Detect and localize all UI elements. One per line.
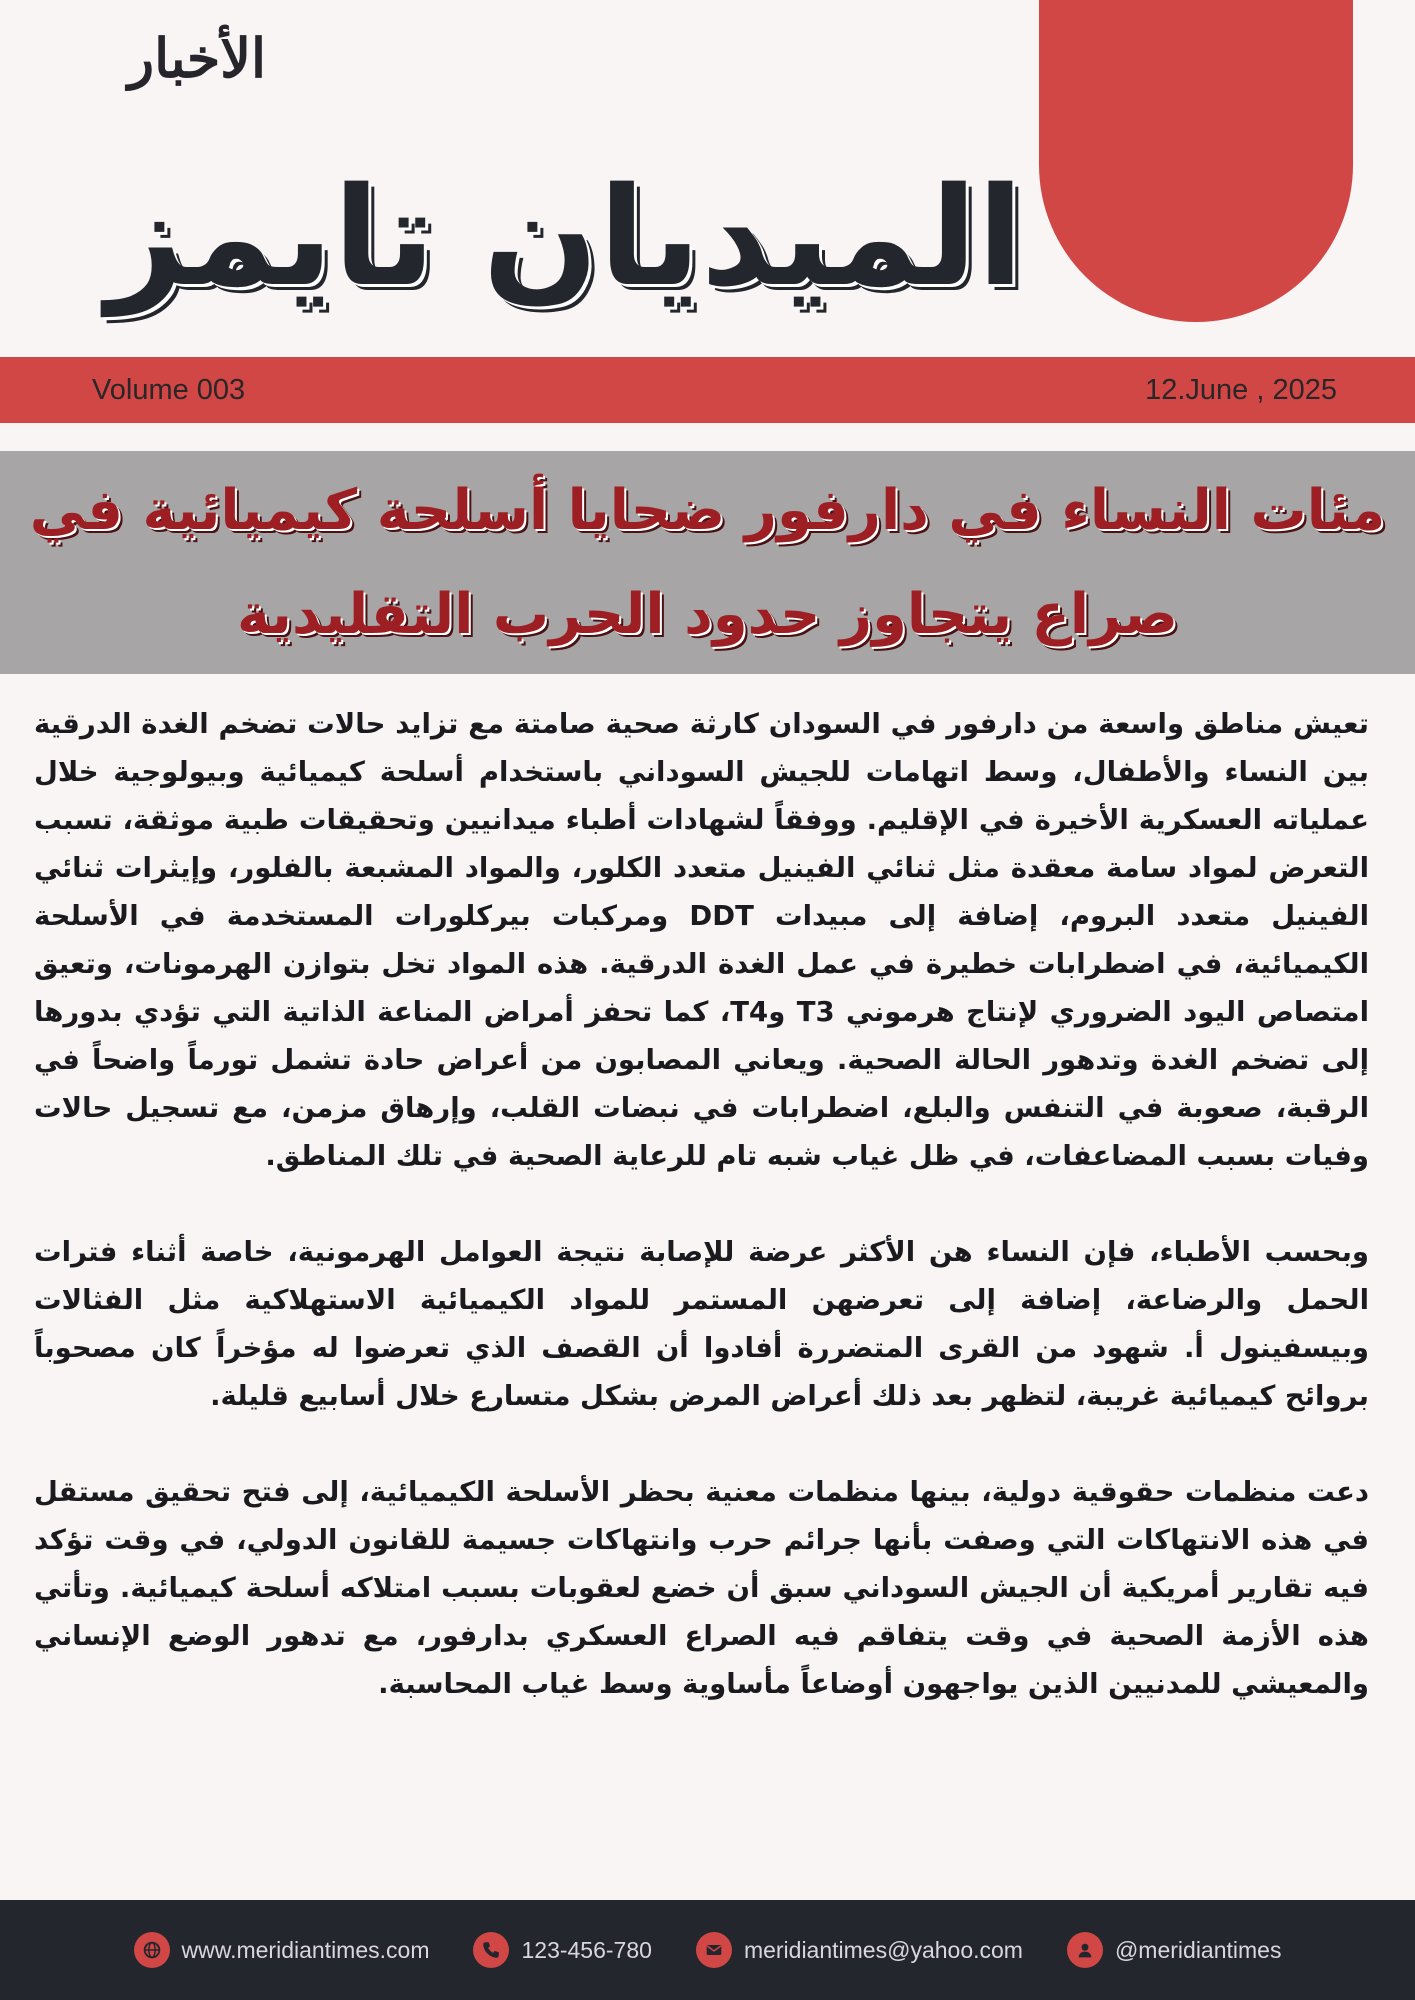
- newspaper-masthead: الميديان تايمز: [106, 158, 1024, 317]
- contact-social[interactable]: [1067, 1932, 1282, 1968]
- article-paragraph: تعيش مناطق واسعة من دارفور في السودان كارثة صحية صامتة مع تزايد حالات تضخم الغدة الدرقية بين النساء والأطفال، وسط اتهامات للجيش السوداني باستخدام أسلحة كيميائية وبيولوجية خلال عملياته العسكرية الأخيرة في الإقليم. ووفقاً لشهادات أطباء ميدانيين وتحقيقات طبية موثقة، تسبب التعرض لمواد سامة معقدة مثل ثنائي الفينيل متعدد الكلور، والمواد المشبعة بالفلور، وإيثرات ثنائي الفينيل متعدد البروم، إضافة إلى مبيدات DDT ومركبات بيركلورات المستخدمة في الأسلحة الكيميائية، في اضطرابات خطيرة في عمل الغدة الدرقية. هذه المواد تخل بتوازن الهرمونات، وتعيق امتصاص اليود الضروري لإنتاج هرموني T3 وT4، كما تحفز أمراض المناعة الذاتية التي تؤدي بدورها إلى تضخم الغدة وتدهور الحالة الصحية. ويعاني المصابون من أعراض حادة تشمل تورماً واضحاً في الرقبة، صعوبة في التنفس والبلع، اضطرابات في نبضات القلب، وإرهاق مزمن، مع تسجيل حالات وفيات بسبب المضاعفات، في ظل غياب شبه تام للرعاية الصحية في تلك المناطق.: [34, 708, 1369, 1172]
- social-handle[interactable]: @meridiantimes: [1114, 1936, 1282, 1963]
- issue-info-bar: [0, 357, 1415, 423]
- email-icon: [696, 1932, 732, 1968]
- contact-website[interactable]: [134, 1932, 430, 1968]
- contact-phone[interactable]: [473, 1932, 651, 1968]
- decorative-red-shape: [1039, 0, 1353, 322]
- article-paragraph: دعت منظمات حقوقية دولية، بينها منظمات معنية بحظر الأسلحة الكيميائية، إلى فتح تحقيق مستقل في هذه الانتهاكات التي وصفت بأنها جرائم حرب وانتهاكات جسيمة للقانون الدولي، في وقت تؤكد فيه تقارير أمريكية أن الجيش السوداني سبق أن خضع لعقوبات بسبب امتلاكه أسلحة كيميائية. وتأتي هذه الأزمة الصحية في وقت يتفاقم فيه الصراع العسكري بدارفور، مع تدهور الوضع الإنساني والمعيشي للمدنيين الذين يواجهون أوضاعاً مأساوية وسط غياب المحاسبة.: [34, 1476, 1369, 1700]
- headline-line-1: مئات النساء في دارفور ضحايا أسلحة كيميائية في: [29, 477, 1386, 543]
- article-paragraph: وبحسب الأطباء، فإن النساء هن الأكثر عرضة للإصابة نتيجة العوامل الهرمونية، خاصة أثناء فترات الحمل والرضاعة، إضافة إلى تعرضهن المستمر للمواد الكيميائية الاستهلاكية مثل الفثالات وبيسفينول أ. شهود من القرى المتضررة أفادوا أن القصف الذي تعرضوا له مؤخراً كان مصحوباً بروائح كيميائية غريبة، لتظهر بعد ذلك أعراض المرض بشكل متسارع خلال أسابيع قليلة.: [34, 1236, 1369, 1412]
- headline-line-2: صراع يتجاوز حدود الحرب التقليدية: [236, 581, 1179, 647]
- phone-icon: [473, 1932, 509, 1968]
- contact-email[interactable]: [696, 1932, 1023, 1968]
- volume-label: Volume 003: [92, 373, 246, 406]
- email-link[interactable]: meridiantimes@yahoo.com: [743, 1936, 1023, 1963]
- section-kicker: الأخبار: [128, 26, 267, 90]
- globe-icon: [134, 1932, 170, 1968]
- contact-footer: [0, 1900, 1415, 2000]
- issue-date: 12.June , 2025: [1145, 373, 1337, 406]
- user-icon: [1067, 1932, 1103, 1968]
- headline-band: [0, 451, 1415, 674]
- phone-number[interactable]: 123-456-780: [521, 1936, 652, 1963]
- website-link[interactable]: www.meridiantimes.com: [181, 1936, 430, 1963]
- article-body: [34, 700, 1369, 1780]
